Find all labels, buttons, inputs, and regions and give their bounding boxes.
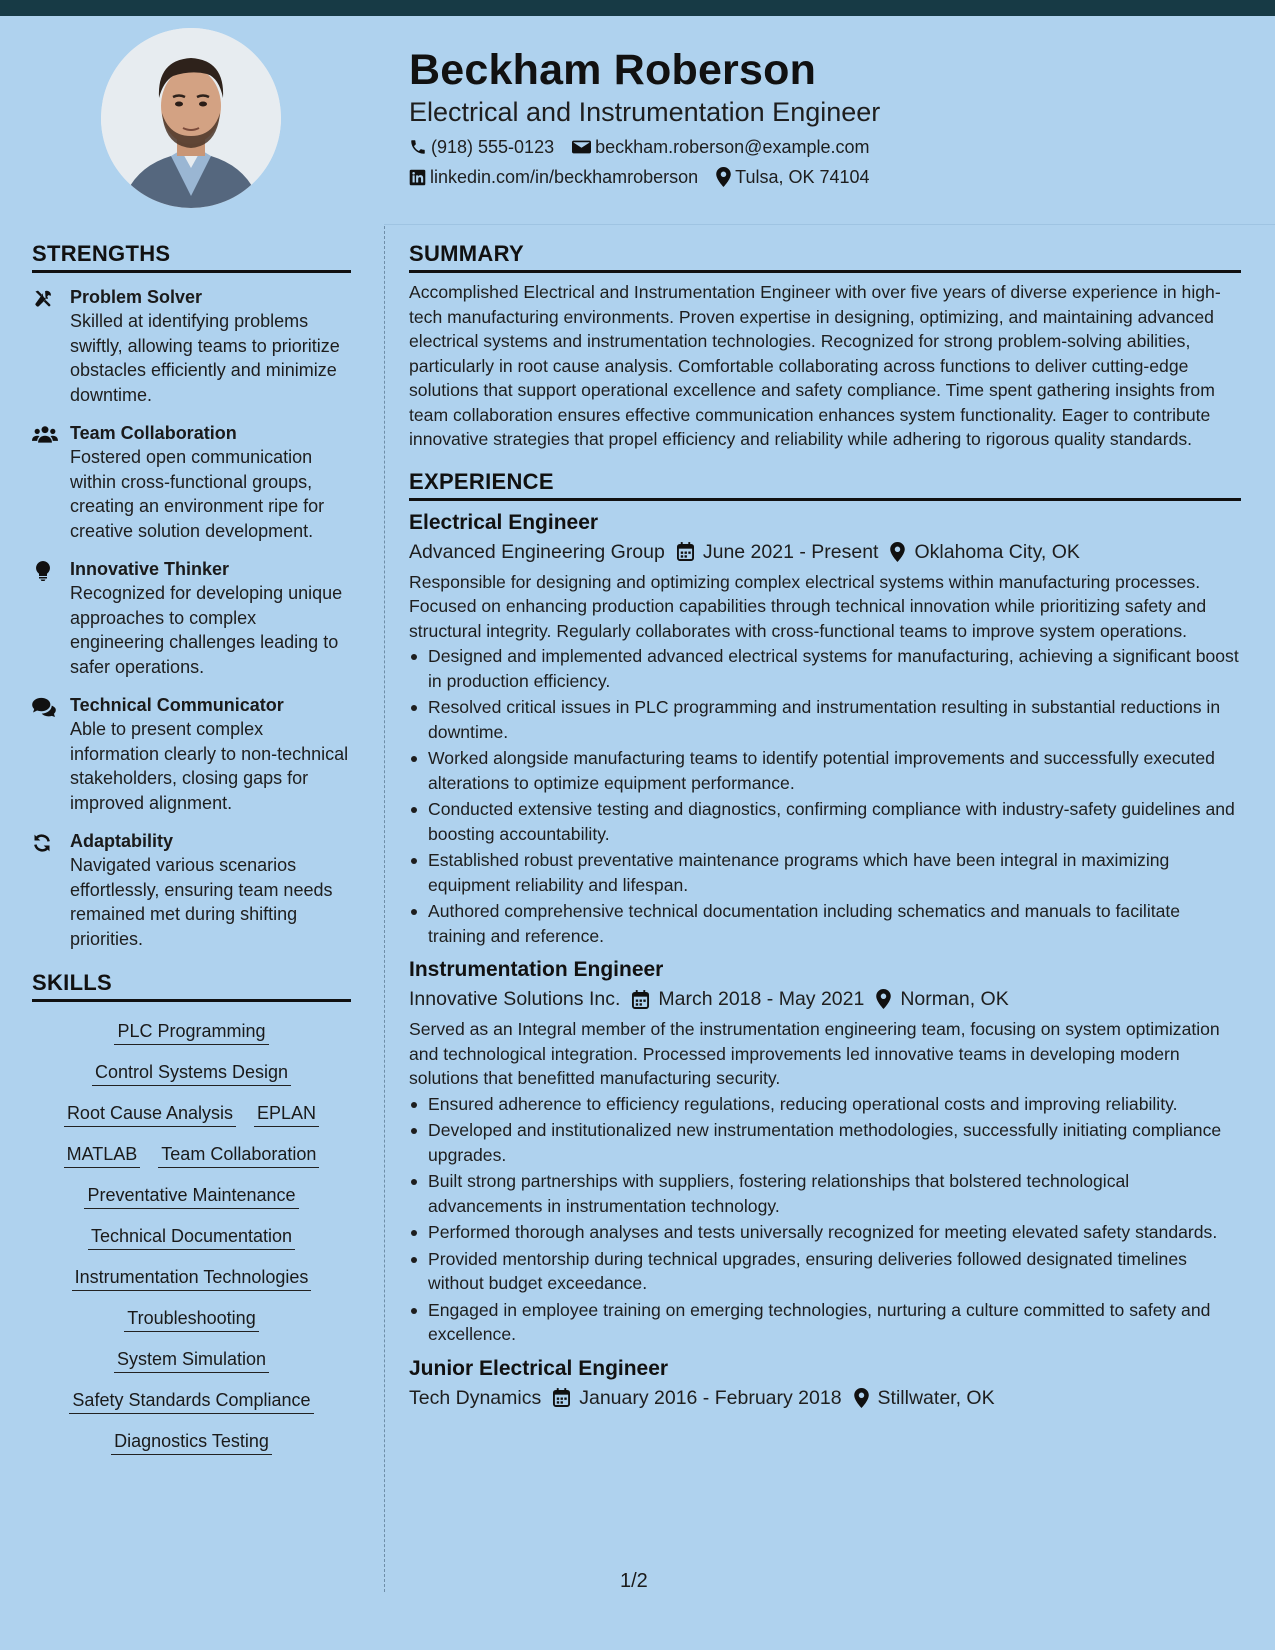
column-divider (384, 226, 385, 1592)
job-location: Stillwater, OK (877, 1386, 995, 1409)
phone-icon (409, 138, 427, 156)
email-text[interactable]: beckham.roberson@example.com (595, 137, 870, 157)
job-location: Oklahoma City, OK (914, 540, 1080, 563)
experience-heading: EXPERIENCE (409, 468, 1241, 501)
comments-icon (32, 697, 56, 717)
skill-tag: Technical Documentation (88, 1223, 295, 1250)
skill-tag: Safety Standards Compliance (69, 1387, 313, 1414)
resume-header (409, 42, 1229, 190)
strength-title: Adaptability (70, 831, 174, 851)
tools-icon (32, 289, 54, 309)
map-pin-icon (854, 1388, 869, 1408)
job-bullet: Authored comprehensive technical documentation including schematics and manuals to facilitate training and reference. (409, 899, 1241, 948)
strength-description: Recognized for developing unique approaches to complex engineering challenges leading to safer operations. (70, 583, 343, 677)
location-text: Tulsa, OK 74104 (735, 167, 870, 187)
job-bullet: Conducted extensive testing and diagnostics, confirming compliance with industry-safety guidelines and boosting accountability. (409, 797, 1241, 846)
job-description: Served as an Integral member of the instrumentation engineering team, focusing on system optimization and technological integration. Processed improvements led innovative teams in developing modern solutions that benefitted manufacturing security. (409, 1019, 1220, 1088)
strength-item (32, 829, 351, 951)
envelope-icon (572, 139, 591, 155)
strength-description: Able to present complex information clearly to non-technical stakeholders, closing gaps for improved alignment. (70, 719, 349, 813)
job-bullet: Engaged in employee training on emerging technologies, nurturing a culture committed to safety and excellence. (409, 1298, 1241, 1347)
email-contact[interactable] (572, 134, 869, 160)
job-company: Tech Dynamics (409, 1386, 542, 1409)
skill-tag: Root Cause Analysis (64, 1100, 236, 1127)
calendar-icon (632, 990, 649, 1009)
job-bullet: Ensured adherence to efficiency regulations, reducing operational costs and improving reliability. (409, 1092, 1241, 1117)
job-entry (409, 509, 1241, 949)
skill-tag: EPLAN (254, 1100, 319, 1127)
strength-description: Skilled at identifying problems swiftly, allowing teams to prioritize obstacles efficiently and minimize downtime. (70, 311, 340, 405)
profile-photo (101, 28, 281, 208)
linkedin-text[interactable]: linkedin.com/in/beckhamroberson (430, 167, 699, 187)
linkedin-contact[interactable] (409, 164, 698, 190)
summary-heading: SUMMARY (409, 240, 1241, 273)
map-pin-icon (890, 542, 905, 562)
candidate-name: Beckham Roberson (409, 46, 817, 94)
strengths-list (32, 285, 351, 951)
strength-title: Innovative Thinker (70, 559, 230, 579)
job-title: Electrical Engineer (409, 510, 599, 534)
skill-tag: Instrumentation Technologies (72, 1264, 312, 1291)
skill-tag: Troubleshooting (124, 1305, 258, 1332)
lightbulb-icon (36, 561, 50, 581)
strength-title: Team Collaboration (70, 423, 237, 443)
job-bullets (409, 644, 1241, 948)
job-bullet: Provided mentorship during technical upgrades, ensuring deliveries followed designated timelines without budget exceedance. (409, 1247, 1241, 1296)
map-pin-icon (876, 989, 891, 1009)
skill-tag: MATLAB (64, 1141, 141, 1168)
job-dates: March 2018 - May 2021 (658, 988, 865, 1010)
phone-contact (409, 134, 554, 160)
job-entry (409, 956, 1241, 1347)
skill-tag: Team Collaboration (158, 1141, 319, 1168)
map-pin-icon (716, 167, 731, 187)
location-contact (716, 164, 869, 190)
skills-list (32, 1018, 351, 1455)
strength-description: Fostered open communication within cross-functional groups, creating an environment ripe for creative solution development. (70, 447, 325, 541)
skills-heading: SKILLS (32, 969, 351, 1002)
strength-title: Technical Communicator (70, 695, 284, 715)
top-accent-bar (0, 0, 1275, 16)
right-column (409, 240, 1241, 1413)
job-description: Responsible for designing and optimizing complex electrical systems within manufacturing processes. Focused on enhancing production capabilities through technical innovation while prioritizing safety and structural integrity. Regularly collaborates with cross-functional teams to improve system operations. (409, 571, 1207, 641)
job-dates: January 2016 - February 2018 (579, 1386, 842, 1409)
skill-tag: Diagnostics Testing (111, 1428, 272, 1455)
job-bullet: Built strong partnerships with suppliers, fostering relationships that bolstered technological advancements in instrumentation technology. (409, 1169, 1241, 1218)
job-bullet: Designed and implemented advanced electrical systems for manufacturing, achieving a significant boost in production efficiency. (409, 644, 1241, 693)
strengths-heading: STRENGTHS (32, 240, 351, 273)
job-entry (409, 1355, 1241, 1413)
skill-tag: System Simulation (114, 1346, 269, 1373)
page-number: 1/2 (620, 1570, 648, 1592)
skill-tag: PLC Programming (114, 1018, 268, 1045)
strength-item (32, 693, 351, 815)
strength-item (32, 557, 351, 679)
job-company: Innovative Solutions Inc. (409, 988, 621, 1010)
job-bullet: Worked alongside manufacturing teams to identify potential improvements and successfully executed alterations to optimize equipment performance. (409, 746, 1241, 795)
calendar-icon (677, 542, 694, 561)
job-dates: June 2021 - Present (702, 540, 879, 563)
job-location: Norman, OK (900, 988, 1009, 1010)
calendar-icon (553, 1388, 570, 1407)
left-column (32, 240, 351, 1469)
refresh-icon (32, 833, 52, 853)
skill-tag: Control Systems Design (92, 1059, 291, 1086)
phone-text: (918) 555-0123 (431, 137, 555, 157)
strength-title: Problem Solver (70, 287, 203, 307)
job-title: Instrumentation Engineer (409, 958, 664, 981)
job-title: Junior Electrical Engineer (409, 1356, 669, 1380)
job-bullet: Developed and institutionalized new instrumentation methodologies, successfully initiating compliance upgrades. (409, 1118, 1241, 1167)
job-bullet: Resolved critical issues in PLC programming and instrumentation resulting in substantial reductions in downtime. (409, 695, 1241, 744)
job-company: Advanced Engineering Group (409, 540, 665, 563)
strength-item (32, 421, 351, 543)
strength-description: Navigated various scenarios effortlessly, ensuring team needs remained met during shifting priorities. (70, 855, 333, 949)
job-bullet: Established robust preventative maintenance programs which have been integral in maximizing equipment reliability and lifespan. (409, 848, 1241, 897)
job-bullet: Performed thorough analyses and tests universally recognized for meeting elevated safety standards. (409, 1220, 1241, 1245)
candidate-title: Electrical and Instrumentation Engineer (409, 97, 881, 127)
header-divider (384, 224, 1275, 225)
summary-text: Accomplished Electrical and Instrumentation Engineer with over five years of diverse experience in high-tech manufacturing environments. Proven expertise in designing, optimizing, and maintaining advanced electrical systems and instrumentation technologies. Recognized for strong problem-solving abilities, particularly in root cause analysis. Comfortable collaborating across functions to deliver cutting-edge solutions that support operational excellence and safety compliance. Time spent gathering insights from team collaboration ensures effective communication enhances system functionality. Eager to contribute innovative strategies that propel efficiency and reliability while adhering to rigorous quality standards. (409, 282, 1221, 449)
job-bullets (409, 1092, 1241, 1347)
strength-item (32, 285, 351, 407)
skill-tag: Preventative Maintenance (84, 1182, 298, 1209)
users-icon (32, 425, 58, 443)
linkedin-icon (409, 169, 426, 186)
